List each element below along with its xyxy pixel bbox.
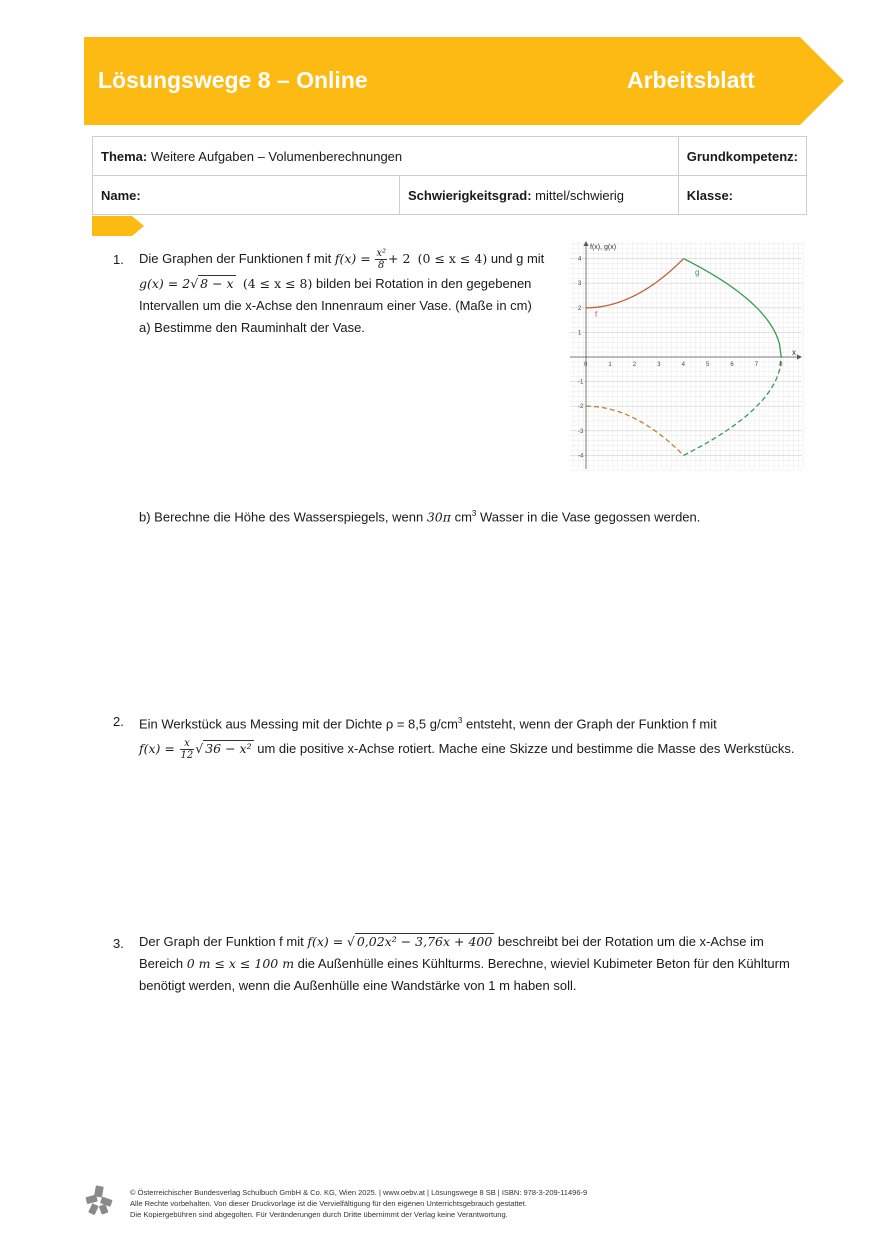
x-tick-label: 5 — [706, 362, 710, 368]
graph-y-label: f(x), g(x) — [590, 244, 617, 251]
fraction-x2-over-8 — [375, 248, 387, 271]
frac2-num: x — [180, 738, 195, 750]
sqrt-quadratic: 0,02x² − 3,76x + 400 — [356, 934, 493, 949]
task3-line1-text: Der Graph der Funktion f mit — [139, 934, 308, 949]
x-tick-label: 3 — [657, 362, 661, 368]
x-tick-label: 7 — [754, 362, 759, 368]
task1-text — [139, 245, 559, 339]
cube-exp: 3 — [471, 509, 477, 518]
f-def: f(x) = — [334, 251, 371, 266]
graph-ticks — [578, 257, 783, 460]
task1-b-text2: Wasser in die Vase gegossen werden. — [476, 509, 701, 525]
interval-f: (0 ≤ x ≤ 4) — [417, 251, 488, 266]
task1-line3: Intervallen um die x-Achse den Innenraum einer Vase. (Maße in cm) — [139, 298, 532, 313]
topic-cell — [93, 137, 679, 176]
y-tick-label: 4 — [578, 256, 582, 263]
task3-line2-text: die Außenhülle eines Kühlturms. Berechne, wieviel Kubimeter Beton für den Kühlturm — [294, 956, 790, 971]
y-tick-label: 3 — [578, 281, 582, 288]
frac2-den: 12 — [180, 750, 194, 762]
x-tick-label: 4 — [681, 362, 685, 368]
y-tick-label: -3 — [578, 428, 584, 435]
class-label: Klasse: — [686, 187, 734, 203]
x-tick-label: 0 — [584, 362, 588, 368]
footer-line1: © Österreichischer Bundesverlag Schulbuch GmbH & Co. KG, Wien 2025. | www.oebv.at | Lösungswege 8 SB | ISBN: 978-3-209-11496-9 — [130, 1188, 588, 1197]
y-tick-label: 1 — [578, 330, 582, 337]
frac-den: 8 — [377, 260, 385, 272]
task3-text — [139, 931, 819, 997]
task3-line2 — [139, 953, 819, 975]
task1-line2-text: bilden bei Rotation in den gegebenen — [312, 276, 532, 291]
cm-unit: cm — [450, 509, 472, 525]
thirty-pi: 30π — [426, 509, 451, 525]
difficulty-label: Schwierigkeitsgrad: — [408, 187, 532, 203]
y-axis-arrow — [584, 241, 589, 246]
function-graph — [568, 237, 804, 472]
task1-part-b — [139, 503, 789, 528]
task1-number: 1. — [113, 252, 124, 267]
f3-def: f(x) = — [307, 934, 344, 949]
graph-grid — [570, 242, 803, 470]
publisher-logo-icon — [84, 1185, 114, 1215]
task2-line1-end: entsteht, wenn der Graph der Funktion f mit — [462, 716, 717, 732]
task3-line1: Der Graph der Funktion f mit f(x) = √ 0,02x² − 3,76x + 400 beschreibt bei der Rotation um die x-Achse im — [139, 934, 764, 949]
task2-line2: f(x) = $\frac{x}{12}$ √ 36 − x² um die positive x-Achse rotiert. Mache eine Skizze und bestimme die Masse des Werkstücks. — [139, 738, 795, 762]
task2-cube-exp: 3 — [457, 716, 463, 725]
task2-line2-text: um die positive x-Achse rotiert. Mache eine Skizze und bestimme die Masse des Werkstücks. — [253, 741, 795, 757]
task2-text — [139, 710, 819, 763]
x-tick-label: 2 — [632, 362, 637, 368]
task2-line1-text: Ein Werkstück aus Messing mit der Dichte ρ = 8,5 g/cm — [139, 716, 458, 732]
footer-line2: Alle Rechte vorbehalten. Von dieser Druckvorlage ist die Vervielfältigung für den eigenen Unterrichtsgebrauch gestattet. — [130, 1199, 527, 1208]
y-tick-label: -2 — [578, 404, 584, 411]
class-cell — [678, 176, 806, 215]
task2-number: 2. — [113, 714, 124, 729]
difficulty-cell — [400, 176, 679, 215]
x-tick-label: 8 — [779, 362, 783, 368]
task1-line1-end: und g mit — [487, 251, 545, 266]
sqrt-8-x: 8 − x — [200, 276, 234, 291]
f2-def: f(x) = — [139, 741, 175, 757]
x-tick-label: 1 — [608, 362, 612, 368]
task1-part-a: a) Bestimme den Rauminhalt der Vase. — [139, 320, 365, 335]
x-axis-arrow — [797, 355, 802, 360]
header-title: Lösungswege 8 – Online — [98, 67, 368, 93]
sqrt-36-x2: 36 − x² — [205, 741, 252, 757]
header-banner — [84, 37, 844, 125]
interval-g: (4 ≤ x ≤ 8) — [242, 276, 313, 291]
task2-line1 — [139, 710, 819, 735]
plus-two: + 2 — [388, 251, 411, 266]
name-label: Name: — [101, 187, 141, 203]
range-0-100: 0 m ≤ x ≤ 100 m — [186, 956, 295, 971]
x-tick-label: 6 — [730, 362, 734, 368]
name-cell — [93, 176, 400, 215]
task1-line2: g(x) = 2√ 8 − x (4 ≤ x ≤ 8) bilden bei Rotation in den gegebenen — [139, 276, 532, 291]
task3-line2-start: Bereich — [139, 956, 187, 971]
yellow-tab-marker — [92, 216, 144, 236]
task3-number: 3. — [113, 936, 124, 951]
task1-line1 — [139, 245, 559, 273]
competence-cell — [678, 137, 806, 176]
task1-b-text1: b) Berechne die Höhe des Wasserspiegels, wenn — [139, 509, 427, 525]
competence-label: Grundkompetenz: — [686, 148, 798, 164]
difficulty-value: mittel/schwierig — [535, 187, 625, 203]
footer — [130, 1187, 587, 1220]
topic-label: Thema: — [101, 148, 148, 164]
graph-x-label: x — [792, 348, 796, 357]
y-tick-label: 2 — [578, 305, 582, 312]
g-def: g(x) = 2 — [139, 276, 191, 291]
fraction-x-over-12 — [180, 738, 195, 761]
y-tick-label: -4 — [578, 453, 584, 460]
graph-g-label: g — [695, 268, 700, 277]
header-type: Arbeitsblatt — [627, 67, 755, 93]
task3-line3: benötigt werden, wenn die Außenhülle eine Wandstärke von 1 m haben soll. — [139, 978, 577, 993]
info-table — [92, 136, 807, 215]
y-tick-label: -1 — [578, 379, 584, 386]
topic-value: Weitere Aufgaben – Volumenberechnungen — [150, 148, 403, 164]
task1-line1-text: Die Graphen der Funktionen f mit — [139, 251, 335, 266]
graph-f-label: f — [595, 310, 598, 319]
task3-line1-end: beschreibt bei der Rotation um die x-Achse im — [494, 934, 764, 949]
footer-line3: Die Kopiergebühren sind abgegolten. Für Veränderungen durch Dritte übernimmt der Verlag keine Verantwortung. — [130, 1210, 508, 1219]
frac-num: x² — [376, 248, 386, 260]
